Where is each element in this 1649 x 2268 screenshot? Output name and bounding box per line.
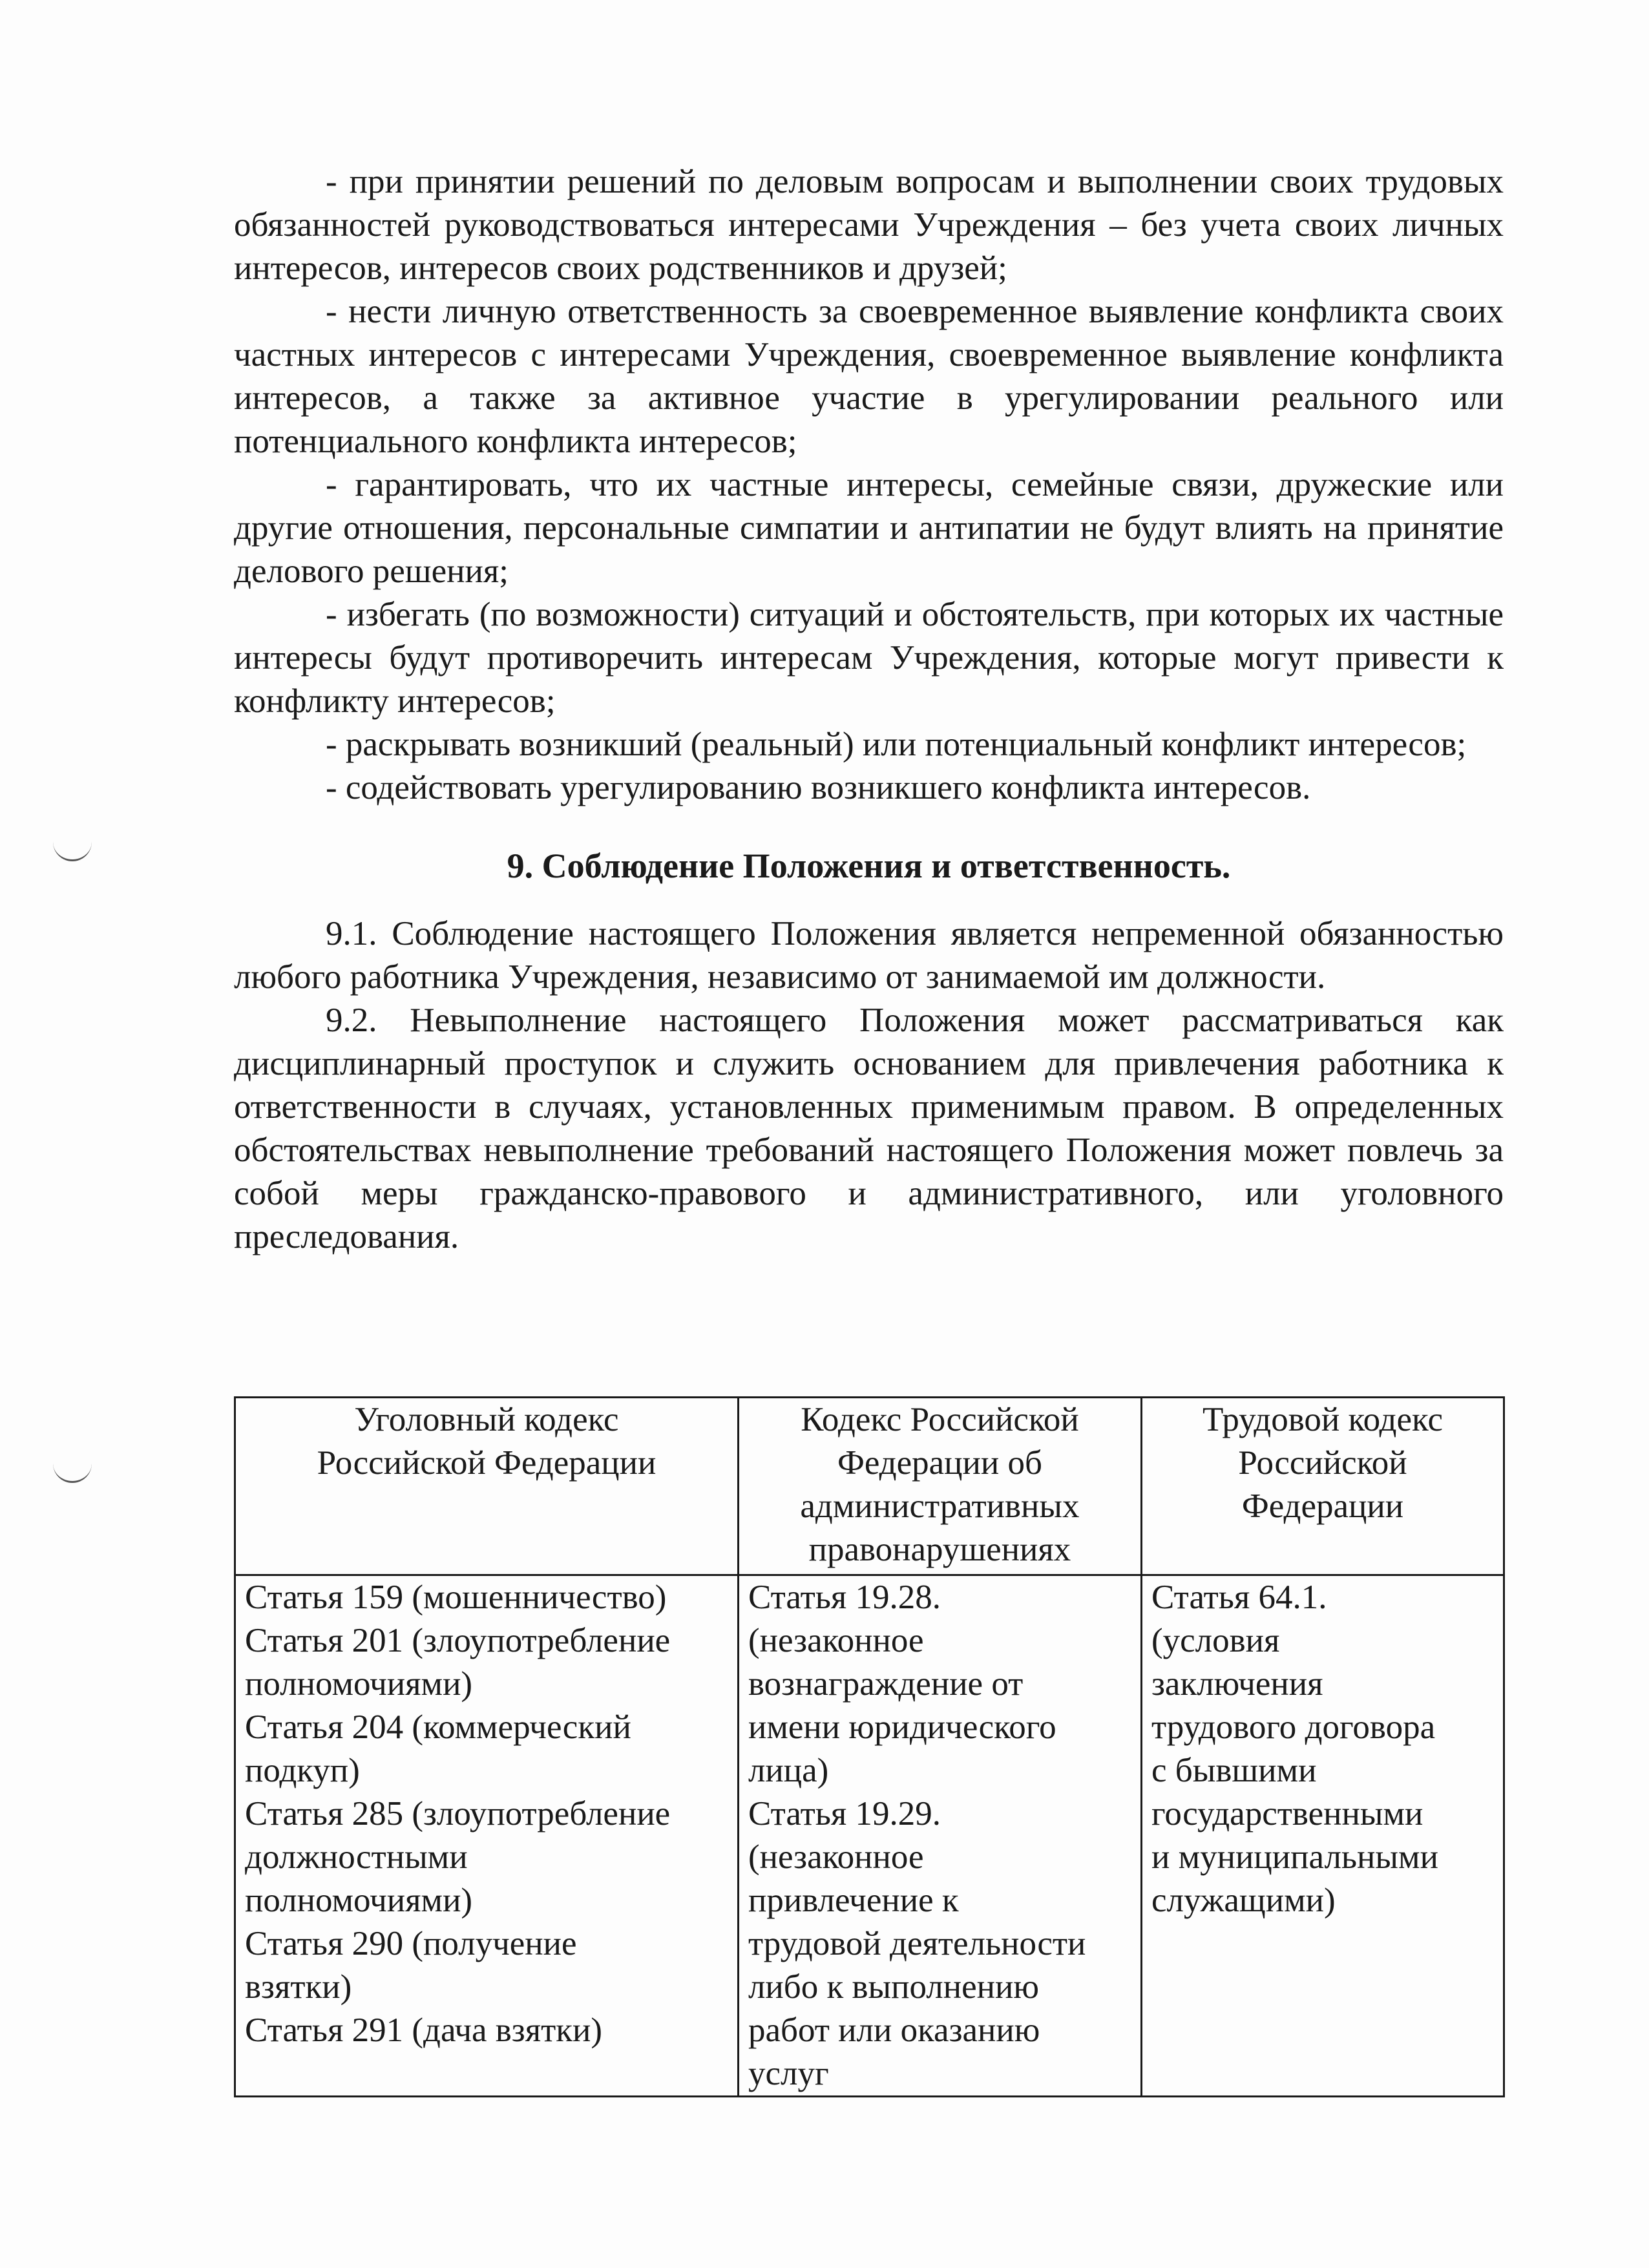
article-line: служащими) — [1151, 1882, 1336, 1919]
header-line: правонарушениях — [808, 1531, 1071, 1568]
criminal-code-articles — [235, 1575, 739, 2097]
article-line: Статья 204 (коммерческий — [245, 1708, 631, 1746]
article-line: (незаконное — [748, 1838, 924, 1876]
section-heading: 9. Соблюдение Положения и ответственность. — [507, 846, 1231, 885]
article-line: Статья 64.1. — [1151, 1579, 1327, 1616]
header-line: Федерации об — [837, 1444, 1042, 1482]
header-line: Трудовой кодекс — [1202, 1401, 1444, 1438]
table-header-row — [235, 1398, 1504, 1575]
bullet-paragraph: - избегать (по возможности) ситуаций и обстоятельств, при которых их частные интересы будут противоречить интересам Учреждения, которые могут привести к конфликту интересов; — [234, 596, 1504, 720]
article-line: Статья 290 (получение — [245, 1925, 577, 1962]
bullet-paragraph: - гарантировать, что их частные интересы, семейные связи, дружеские или другие отношения, персональные симпатии и антипатии не будут влиять на принятие делового решения; — [234, 466, 1504, 590]
article-line: государственными — [1151, 1795, 1423, 1832]
header-line: Федерации — [1241, 1487, 1404, 1525]
article-line: привлечение к — [748, 1882, 959, 1919]
bullet-paragraph: - при принятии решений по деловым вопросам и выполнении своих трудовых обязанностей руководствоваться интересами Учреждения – без учета своих личных интересов, интересов своих родственников и друзей; — [234, 163, 1504, 287]
header-line: Кодекс Российской — [801, 1401, 1079, 1438]
table-row — [235, 1575, 1504, 2097]
header-line: Российской Федерации — [317, 1444, 656, 1482]
article-line: (условия — [1151, 1622, 1280, 1659]
article-line: полномочиями) — [245, 1882, 473, 1919]
article-line: Статья 201 (злоупотребление — [245, 1622, 671, 1659]
article-line: и муниципальными — [1151, 1838, 1438, 1876]
header-line: административных — [800, 1487, 1080, 1525]
article-line: услуг — [748, 2055, 829, 2092]
section-paragraph-9-2: 9.2. Невыполнение настоящего Положения может рассматриваться как дисциплинарный проступок и служить основанием для привлечения работника к ответственности в случаях, установленных применимым правом. В определенных обстоятельствах невыполнение требований настоящего Положения может повлечь за собой меры гражданско-правового и административного, или уголовного преследования. — [234, 1002, 1504, 1255]
bullet-paragraph: - содействовать урегулированию возникшего конфликта интересов. — [326, 769, 1311, 806]
article-line: Статья 159 (мошенничество) — [245, 1579, 667, 1616]
article-line: Статья 291 (дача взятки) — [245, 2011, 603, 2049]
article-line: трудового договора — [1151, 1708, 1436, 1746]
article-line: (незаконное — [748, 1622, 924, 1659]
section-paragraph-9-1: 9.1. Соблюдение настоящего Положения является непременной обязанностью любого работника Учреждения, независимо от занимаемой им должности. — [234, 915, 1504, 996]
article-line: должностными — [245, 1838, 468, 1876]
article-line: взятки) — [245, 1968, 352, 2006]
article-line: подкуп) — [245, 1752, 360, 1789]
bullet-paragraph: - нести личную ответственность за своевременное выявление конфликта своих частных интересов с интересами Учреждения, своевременное выявление конфликта интересов, а также за активное участие в урегулировании реального или потенциального конфликта интересов; — [234, 293, 1504, 460]
header-line: Российской — [1238, 1444, 1407, 1482]
administrative-code-articles — [738, 1575, 1141, 2097]
article-line: Статья 19.28. — [748, 1579, 941, 1616]
article-line: вознаграждение от — [748, 1665, 1024, 1703]
header-labor-code — [1141, 1398, 1504, 1575]
article-line: трудовой деятельности — [748, 1925, 1086, 1962]
article-line: заключения — [1151, 1665, 1323, 1703]
document-body — [234, 160, 1504, 1259]
legislation-table — [234, 1396, 1505, 2097]
labor-code-articles — [1141, 1575, 1504, 2097]
header-line: Уголовный кодекс — [354, 1401, 619, 1438]
article-line: полномочиями) — [245, 1665, 473, 1703]
article-line: с бывшими — [1151, 1752, 1317, 1789]
punch-hole-mark — [53, 1462, 92, 1483]
article-line: Статья 285 (злоупотребление — [245, 1795, 671, 1832]
article-line: работ или оказанию — [748, 2011, 1040, 2049]
article-line: Статья 19.29. — [748, 1795, 941, 1832]
punch-hole-mark — [53, 840, 92, 861]
header-criminal-code — [235, 1398, 739, 1575]
article-line: имени юридического — [748, 1708, 1056, 1746]
article-line: либо к выполнению — [748, 1968, 1039, 2006]
bullet-paragraph: - раскрывать возникший (реальный) или потенциальный конфликт интересов; — [326, 726, 1467, 763]
article-line: лица) — [748, 1752, 829, 1789]
header-administrative-code — [738, 1398, 1141, 1575]
